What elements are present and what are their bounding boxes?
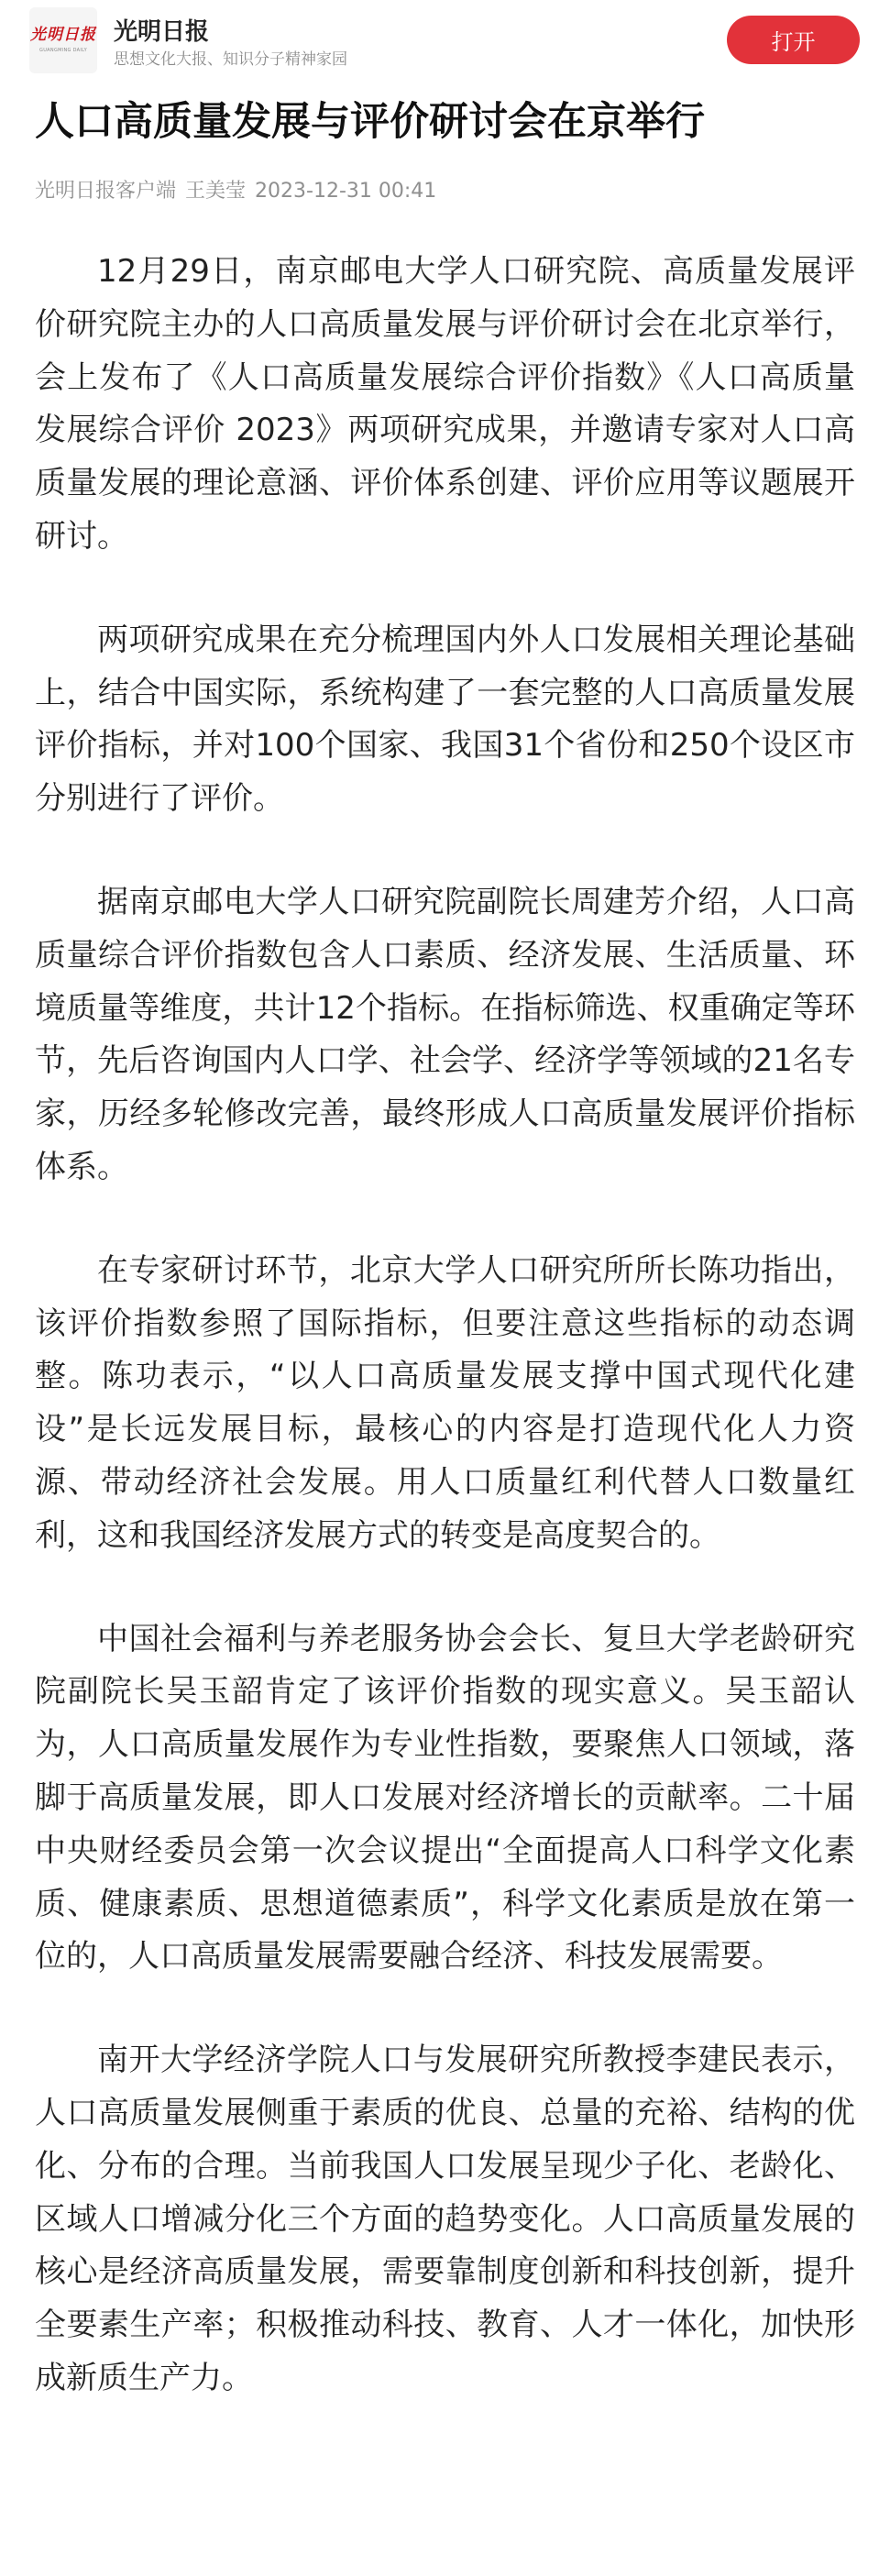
article-paragraph: 12月29日，南京邮电大学人口研究院、高质量发展评价研究院主办的人口高质量发展与评价研讨会在北京举行，会上发布了《人口高质量发展综合评价指数》《人口高质量发展综合评价 2023》两项研究成果，并邀请专家对人口高质量发展的理论意涵、评价体系创建、评价应用等议题展开研讨。 xyxy=(35,253,855,555)
article-paragraph: 中国社会福利与养老服务协会会长、复旦大学老龄研究院副院长吴玉韶肯定了该评价指数的现实意义。吴玉韶认为，人口高质量发展作为专业性指数，要聚焦人口领域，落脚于高质量发展，即人口发展对经济增长的贡献率。二十届中央财经委员会第一次会议提出“全面提高人口科学文化素质、健康素质、思想道德素质”，科学文化素质是放在第一位的，人口高质量发展需要融合经济、科技发展需要。 xyxy=(35,1620,855,1976)
article-datetime: 2023-12-31 00:41 xyxy=(255,180,437,203)
app-banner xyxy=(0,0,879,81)
open-app-button[interactable]: 打开 xyxy=(727,16,860,64)
article-paragraph: 两项研究成果在充分梳理国内外人口发展相关理论基础上，结合中国实际，系统构建了一套完整的人口高质量发展评价指标，并对100个国家、我国31个省份和250个设区市分别进行了评价。 xyxy=(35,621,855,818)
article-body xyxy=(35,246,855,2456)
article-paragraph: 南开大学经济学院人口与发展研究所教授李建民表示，人口高质量发展侧重于素质的优良、总量的充裕、结构的优化、分布的合理。当前我国人口发展呈现少子化、老龄化、区域人口增减分化三个方面的趋势变化。人口高质量发展的核心是经济高质量发展，需要靠制度创新和科技创新，提升全要素生产率；积极推动科技、教育、人才一体化，加快形成新质生产力。 xyxy=(35,2042,855,2396)
article-source[interactable]: 光明日报客户端 xyxy=(35,180,177,203)
brand-logo[interactable] xyxy=(29,7,97,73)
article-title: 人口高质量发展与评价研讨会在京举行 xyxy=(35,99,705,145)
article-author: 王美莹 xyxy=(185,180,247,203)
article-meta xyxy=(35,177,445,206)
logo-script-text: 光明日报 xyxy=(30,26,96,44)
brand-name: 光明日报 xyxy=(114,18,210,46)
article-paragraph: 据南京邮电大学人口研究院副院长周建芳介绍，人口高质量综合评价指数包含人口素质、经济发展、生活质量、环境质量等维度，共计12个指标。在指标筛选、权重确定等环节，先后咨询国内人口学、社会学、经济学等领域的21名专家，历经多轮修改完善，最终形成人口高质量发展评价指标体系。 xyxy=(35,883,855,1185)
logo-subtext: GUANGMING DAILY xyxy=(39,48,87,53)
brand-slogan: 思想文化大报、知识分子精神家园 xyxy=(114,50,347,69)
article-paragraph: 在专家研讨环节，北京大学人口研究所所长陈功指出，该评价指数参照了国际指标，但要注意这些指标的动态调整。陈功表示，“以人口高质量发展支撑中国式现代化建设”是长远发展目标，最核心的内容是打造现代化人力资源、带动经济社会发展。用人口质量红利代替人口数量红利，这和我国经济发展方式的转变是高度契合的。 xyxy=(35,1251,855,1554)
